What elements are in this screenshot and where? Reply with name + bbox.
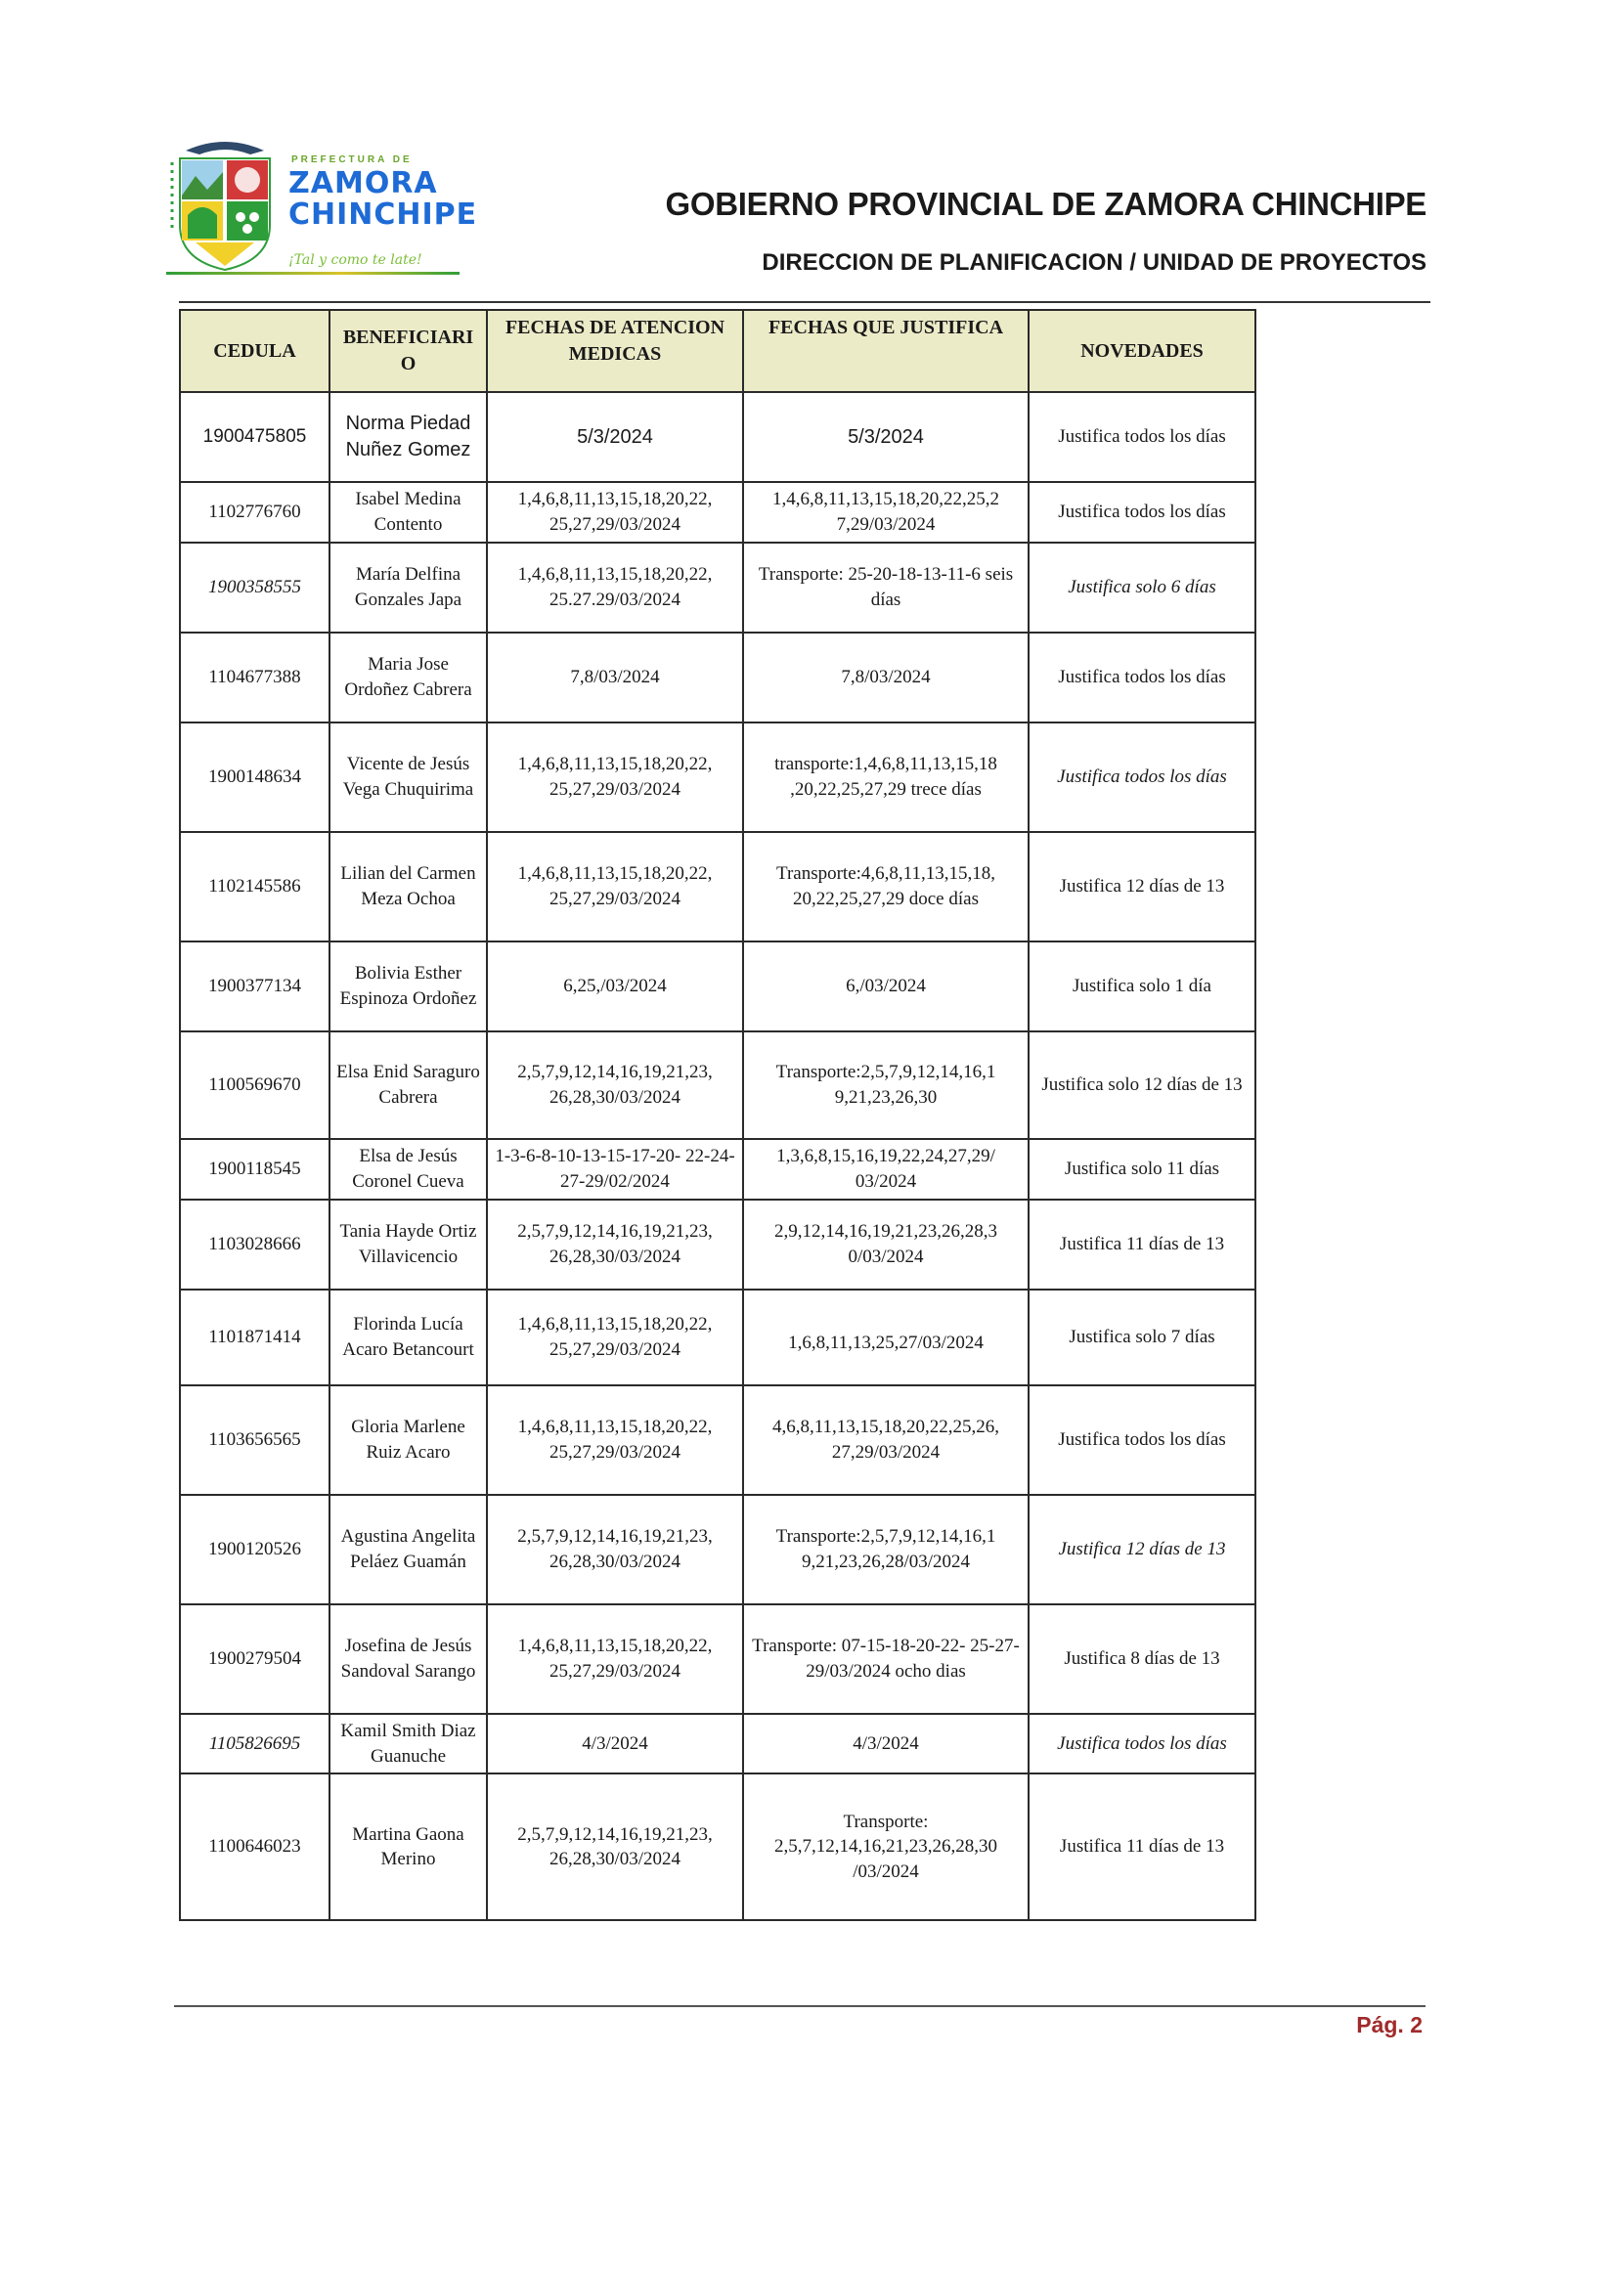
cell-atencion: 1,4,6,8,11,13,15,18,20,22, 25,27,29/03/2024 [487,482,743,543]
table-row [180,1031,1255,1139]
cell-cedula: 1900118545 [180,1139,329,1200]
beneficiaries-table [179,309,1256,1921]
cell-cedula: 1900358555 [180,543,329,633]
cell-atencion: 2,5,7,9,12,14,16,19,21,23, 26,28,30/03/2024 [487,1773,743,1920]
cell-beneficiario: Martina Gaona Merino [329,1773,487,1920]
cell-atencion: 7,8/03/2024 [487,633,743,722]
cell-beneficiario: Florinda Lucía Acaro Betancourt [329,1290,487,1385]
column-header-fechas-atencion: FECHAS DE ATENCION MEDICAS [487,310,743,392]
cell-justifica: Transporte: 07-15-18-20-22- 25-27-29/03/2024 ocho dias [743,1604,1029,1714]
cell-beneficiario: Tania Hayde Ortiz Villavicencio [329,1200,487,1290]
cell-novedades: Justifica solo 11 días [1029,1139,1255,1200]
footer-divider [174,2005,1426,2007]
cell-beneficiario: Kamil Smith Diaz Guanuche [329,1714,487,1773]
logo-name-line2: CHINCHIPE [288,197,478,232]
cell-novedades: Justifica solo 7 días [1029,1290,1255,1385]
cell-cedula: 1900148634 [180,722,329,832]
cell-atencion: 2,5,7,9,12,14,16,19,21,23, 26,28,30/03/2024 [487,1200,743,1290]
cell-cedula: 1102145586 [180,832,329,941]
cell-beneficiario: María Delfina Gonzales Japa [329,543,487,633]
table-row [180,1290,1255,1385]
cell-justifica: Transporte:2,5,7,9,12,14,16,1 9,21,23,26,30 [743,1031,1029,1139]
cell-beneficiario: Bolivia Esther Espinoza Ordoñez [329,941,487,1031]
cell-beneficiario: Elsa de Jesús Coronel Cueva [329,1139,487,1200]
cell-novedades: Justifica todos los días [1029,1714,1255,1773]
table-row [180,392,1255,482]
table-row [180,543,1255,633]
cell-cedula: 1103028666 [180,1200,329,1290]
logo-name-line1: ZAMORA [288,166,438,200]
cell-beneficiario: Isabel Medina Contento [329,482,487,543]
cell-cedula: 1101871414 [180,1290,329,1385]
cell-cedula: 1900475805 [180,392,329,482]
cell-novedades: Justifica todos los días [1029,1385,1255,1495]
cell-justifica: 1,4,6,8,11,13,15,18,20,22,25,2 7,29/03/2024 [743,482,1029,543]
table-row [180,1385,1255,1495]
cell-beneficiario: Josefina de Jesús Sandoval Sarango [329,1604,487,1714]
cell-atencion: 1,4,6,8,11,13,15,18,20,22, 25,27,29/03/2024 [487,832,743,941]
cell-novedades: Justifica solo 1 día [1029,941,1255,1031]
cell-atencion: 1,4,6,8,11,13,15,18,20,22, 25,27,29/03/2024 [487,1604,743,1714]
cell-atencion: 1,4,6,8,11,13,15,18,20,22, 25,27,29/03/2024 [487,1385,743,1495]
cell-justifica: 2,9,12,14,16,19,21,23,26,28,3 0/03/2024 [743,1200,1029,1290]
cell-novedades: Justifica 12 días de 13 [1029,1495,1255,1604]
cell-atencion: 1,4,6,8,11,13,15,18,20,22, 25,27,29/03/2024 [487,722,743,832]
column-header-novedades: NOVEDADES [1029,310,1255,392]
cell-cedula: 1900279504 [180,1604,329,1714]
page-number: Pág. 2 [1356,2012,1423,2037]
cell-beneficiario: Lilian del Carmen Meza Ochoa [329,832,487,941]
column-header-beneficiario: BENEFICIARIO [329,310,487,392]
cell-justifica: 6,/03/2024 [743,941,1029,1031]
cell-beneficiario: Gloria Marlene Ruiz Acaro [329,1385,487,1495]
document-title: GOBIERNO PROVINCIAL DE ZAMORA CHINCHIPE [665,186,1426,222]
cell-justifica: Transporte: 2,5,7,12,14,16,21,23,26,28,30 /03/2024 [743,1773,1029,1920]
cell-cedula: 1104677388 [180,633,329,722]
cell-atencion: 5/3/2024 [487,392,743,482]
cell-atencion: 2,5,7,9,12,14,16,19,21,23, 26,28,30/03/2024 [487,1495,743,1604]
table-row [180,1604,1255,1714]
cell-beneficiario: Norma Piedad Nuñez Gomez [329,392,487,482]
cell-novedades: Justifica todos los días [1029,482,1255,543]
cell-beneficiario: Vicente de Jesús Vega Chuquirima [329,722,487,832]
cell-justifica: 4/3/2024 [743,1714,1029,1773]
cell-novedades: Justifica todos los días [1029,392,1255,482]
table-row [180,1139,1255,1200]
prefectura-logo [166,137,478,280]
cell-justifica: 7,8/03/2024 [743,633,1029,722]
cell-novedades: Justifica 12 días de 13 [1029,832,1255,941]
logo-top-text: PREFECTURA DE [291,154,413,165]
cell-novedades: Justifica 8 días de 13 [1029,1604,1255,1714]
cell-justifica: 5/3/2024 [743,392,1029,482]
cell-justifica: Transporte:4,6,8,11,13,15,18, 20,22,25,27,29 doce días [743,832,1029,941]
column-header-fechas-justifica: FECHAS QUE JUSTIFICA [743,310,1029,392]
cell-novedades: Justifica 11 días de 13 [1029,1773,1255,1920]
cell-novedades: Justifica todos los días [1029,633,1255,722]
cell-novedades: Justifica solo 6 días [1029,543,1255,633]
header-divider [179,301,1430,303]
cell-cedula: 1900377134 [180,941,329,1031]
cell-atencion: 1,4,6,8,11,13,15,18,20,22, 25.27.29/03/2024 [487,543,743,633]
cell-atencion: 6,25,/03/2024 [487,941,743,1031]
cell-cedula: 1100646023 [180,1773,329,1920]
cell-novedades: Justifica todos los días [1029,722,1255,832]
table-row [180,1495,1255,1604]
cell-novedades: Justifica 11 días de 13 [1029,1200,1255,1290]
cell-atencion: 4/3/2024 [487,1714,743,1773]
table-row [180,1200,1255,1290]
cell-justifica: Transporte: 25-20-18-13-11-6 seis días [743,543,1029,633]
table-row [180,633,1255,722]
cell-atencion: 1-3-6-8-10-13-15-17-20- 22-24-27-29/02/2024 [487,1139,743,1200]
table-row [180,722,1255,832]
table-row [180,832,1255,941]
table-row [180,482,1255,543]
column-header-cedula: CEDULA [180,310,329,392]
cell-cedula: 1100569670 [180,1031,329,1139]
cell-atencion: 1,4,6,8,11,13,15,18,20,22, 25,27,29/03/2024 [487,1290,743,1385]
cell-cedula: 1900120526 [180,1495,329,1604]
cell-justifica: 4,6,8,11,13,15,18,20,22,25,26, 27,29/03/2024 [743,1385,1029,1495]
table-row [180,1773,1255,1920]
cell-justifica: Transporte:2,5,7,9,12,14,16,1 9,21,23,26,28/03/2024 [743,1495,1029,1604]
cell-beneficiario: Elsa Enid Saraguro Cabrera [329,1031,487,1139]
logo-underline [166,272,460,275]
cell-cedula: 1105826695 [180,1714,329,1773]
table-row [180,1714,1255,1773]
shield-emblem-icon [166,137,284,274]
cell-cedula: 1103656565 [180,1385,329,1495]
cell-atencion: 2,5,7,9,12,14,16,19,21,23, 26,28,30/03/2024 [487,1031,743,1139]
cell-cedula: 1102776760 [180,482,329,543]
cell-beneficiario: Maria Jose Ordoñez Cabrera [329,633,487,722]
cell-beneficiario: Agustina Angelita Peláez Guamán [329,1495,487,1604]
table-header-row [180,310,1255,392]
cell-justifica: 1,6,8,11,13,25,27/03/2024 [743,1290,1029,1385]
logo-slogan: ¡Tal y como te late! [288,252,422,268]
document-subtitle: DIRECCION DE PLANIFICACION / UNIDAD DE PROYECTOS [762,249,1426,276]
table-row [180,941,1255,1031]
cell-justifica: 1,3,6,8,15,16,19,22,24,27,29/ 03/2024 [743,1139,1029,1200]
cell-novedades: Justifica solo 12 días de 13 [1029,1031,1255,1139]
cell-justifica: transporte:1,4,6,8,11,13,15,18 ,20,22,25,27,29 trece días [743,722,1029,832]
